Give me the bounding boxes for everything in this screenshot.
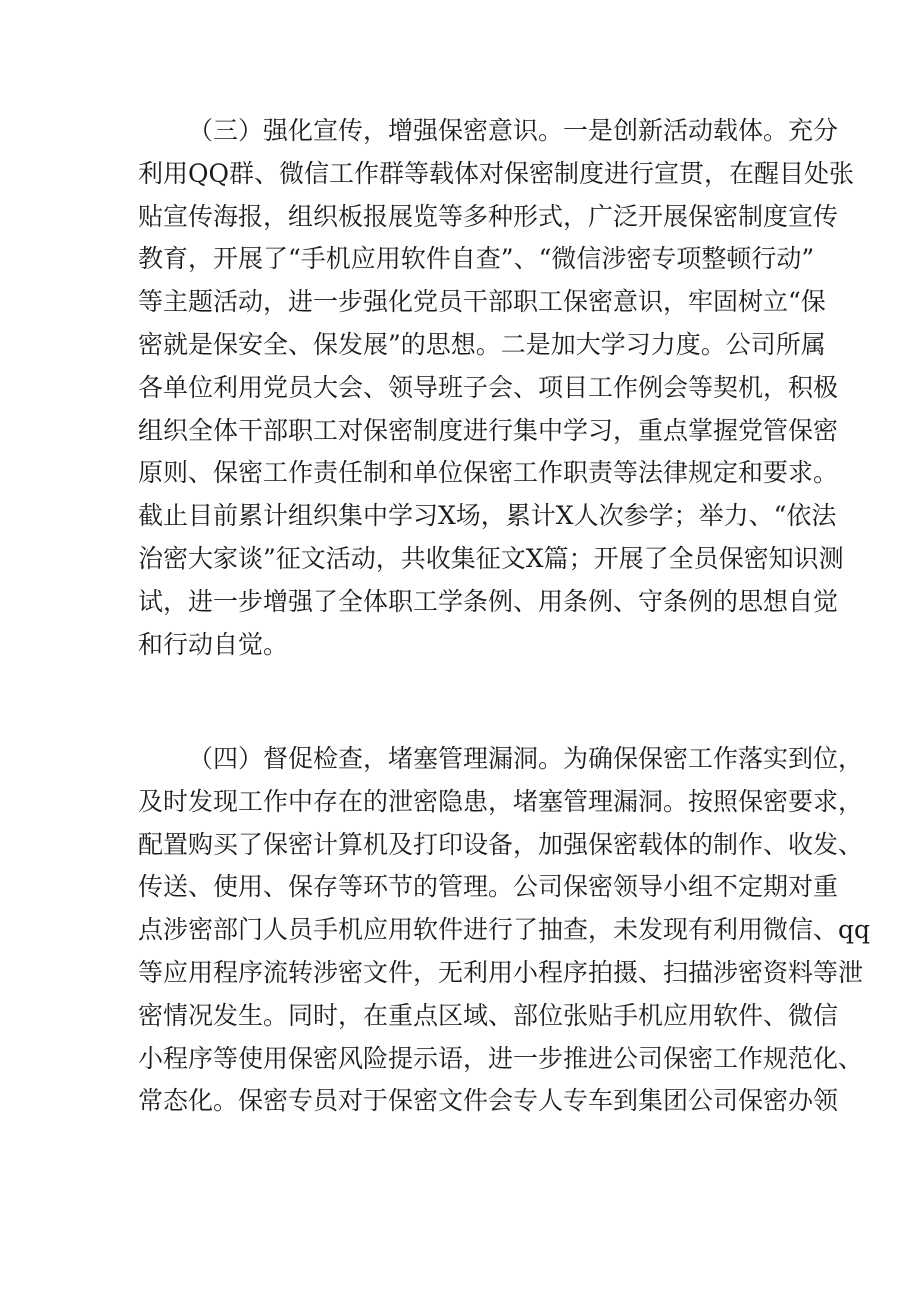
paragraph-line: （三）强化宣传，增强保密意识。一是创新活动载体。充分 [188,116,839,145]
paragraph-line: 利用QQ群、微信工作群等载体对保密制度进行宣贯，在醒目处张 [138,158,854,188]
paragraph-line: 密就是保安全、保发展”的思想。二是加大学习力度。公司所属 [138,329,826,359]
paragraph-line: 贴宣传海报，组织板报展览等多种形式，广泛开展保密制度宣传 [138,201,839,231]
paragraph-publicity [138,110,854,666]
paragraph-inspection [138,738,871,1123]
paragraph-line: 等应用程序流转涉密文件，无利用小程序拍摄、扫描涉密资料等泄 [138,957,864,987]
paragraph-line: 截止目前累计组织集中学习X场，累计X人次参学；举力、“依法 [138,501,837,531]
paragraph-line: 原则、保密工作责任制和单位保密工作职责等法律规定和要求。 [138,458,839,488]
paragraph-line: 点涉密部门人员手机应用软件进行了抽查，未发现有利用微信、qq [138,915,871,945]
paragraph-line: 各单位利用党员大会、领导班子会、项目工作例会等契机，积极 [138,372,839,402]
paragraph-line: 常态化。保密专员对于保密文件会专人专车到集团公司保密办领 [138,1086,839,1116]
paragraph-line: 等主题活动，进一步强化党员干部职工保密意识，牢固树立“保 [138,287,826,317]
paragraph-line: 密情况发生。同时，在重点区域、部位张贴手机应用软件、微信 [138,1000,839,1030]
paragraph-line: 组织全体干部职工对保密制度进行集中学习，重点掌握党管保密 [138,415,839,445]
paragraph-line: （四）督促检查，堵塞管理漏洞。为确保保密工作落实到位， [188,744,864,773]
paragraph-line: 和行动自觉。 [138,629,289,659]
paragraph-line: 传送、使用、保存等环节的管理。公司保密领导小组不定期对重 [138,872,839,902]
paragraph-line: 及时发现工作中存在的泄密隐患，堵塞管理漏洞。按照保密要求， [138,786,864,816]
paragraph-line: 治密大家谈”征文活动，共收集征文X篇；开展了全员保密知识测 [138,543,844,573]
paragraph-line: 试，进一步增强了全体职工学条例、用条例、守条例的思想自觉 [138,586,839,616]
paragraph-line: 教育，开展了“手机应用软件自查”、“微信涉密专项整顿行动” [138,244,815,274]
paragraph-line: 配置购买了保密计算机及打印设备，加强保密载体的制作、收发、 [138,829,864,859]
paragraph-line: 小程序等使用保密风险提示语，进一步推进公司保密工作规范化、 [138,1043,864,1073]
